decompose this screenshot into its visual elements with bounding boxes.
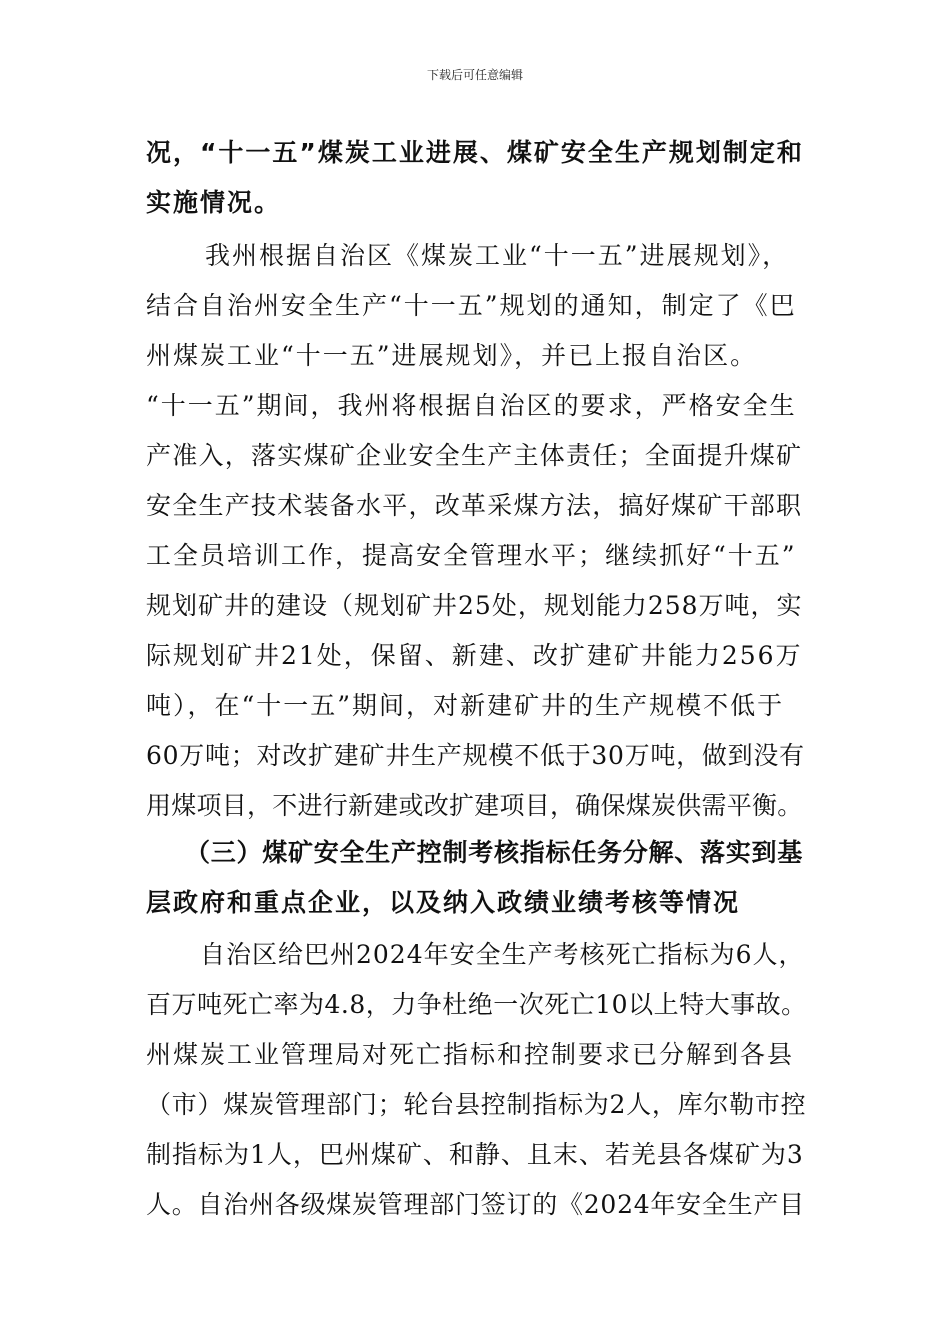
paragraph-line-11: 60万吨；对改扩建矿井生产规模不低于30万吨，做到没有 bbox=[146, 741, 805, 770]
paragraph2-line-4: （市）煤炭管理部门；轮台县控制指标为2人，库尔勒市控 bbox=[146, 1090, 807, 1119]
paragraph2-line-3: 州煤炭工业管理局对死亡指标和控制要求已分解到各县 bbox=[146, 1040, 795, 1069]
paragraph-line-4: “十一五”期间，我州将根据自治区的要求，严格安全生 bbox=[146, 391, 797, 420]
heading-line-2: 实施情况。 bbox=[146, 188, 282, 217]
heading-line-1: 况，“十一五”煤炭工业进展、煤矿安全生产规划制定和 bbox=[146, 138, 804, 167]
section-heading-line-1: （三）煤矿安全生产控制考核指标任务分解、落实到基 bbox=[185, 838, 804, 867]
paragraph-line-6: 安全生产技术装备水平，改革采煤方法，搞好煤矿干部职 bbox=[146, 491, 803, 520]
paragraph2-line-2: 百万吨死亡率为4.8，力争杜绝一次死亡10以上特大事故。 bbox=[146, 990, 807, 1019]
page-header: 下载后可任意编辑 bbox=[426, 68, 523, 82]
paragraph-line-8: 规划矿井的建设（规划矿井25处，规划能力258万吨，实 bbox=[146, 591, 803, 620]
paragraph2-line-6: 人。自治州各级煤炭管理部门签订的《2024年安全生产目 bbox=[146, 1190, 805, 1219]
paragraph-line-1: 我州根据自治区《煤炭工业“十一五”进展规划》， bbox=[205, 241, 790, 270]
paragraph-line-10: 吨），在“十一五”期间，对新建矿井的生产规模不低于 bbox=[146, 691, 785, 720]
paragraph-line-3: 州煤炭工业“十一五”进展规划》，并已上报自治区。 bbox=[146, 341, 758, 370]
paragraph-line-9: 际规划矿井21处，保留、新建、改扩建矿井能力256万 bbox=[146, 641, 803, 670]
paragraph2-line-5: 制指标为1人，巴州煤矿、和静、且末、若羌县各煤矿为3 bbox=[146, 1140, 804, 1169]
paragraph-line-12: 用煤项目，不进行新建或改扩建项目，确保煤炭供需平衡。 bbox=[146, 791, 803, 820]
paragraph-line-7: 工全员培训工作，提高安全管理水平；继续抓好“十五” bbox=[146, 541, 797, 570]
paragraph-line-2: 结合自治州安全生产“十一五”规划的通知，制定了《巴 bbox=[146, 291, 797, 320]
paragraph2-line-1: 自治区给巴州2024年安全生产考核死亡指标为6人， bbox=[200, 940, 805, 969]
paragraph-line-5: 产准入，落实煤矿企业安全生产主体责任；全面提升煤矿 bbox=[146, 441, 803, 470]
section-heading-line-2: 层政府和重点企业，以及纳入政绩业绩考核等情况 bbox=[146, 888, 741, 917]
